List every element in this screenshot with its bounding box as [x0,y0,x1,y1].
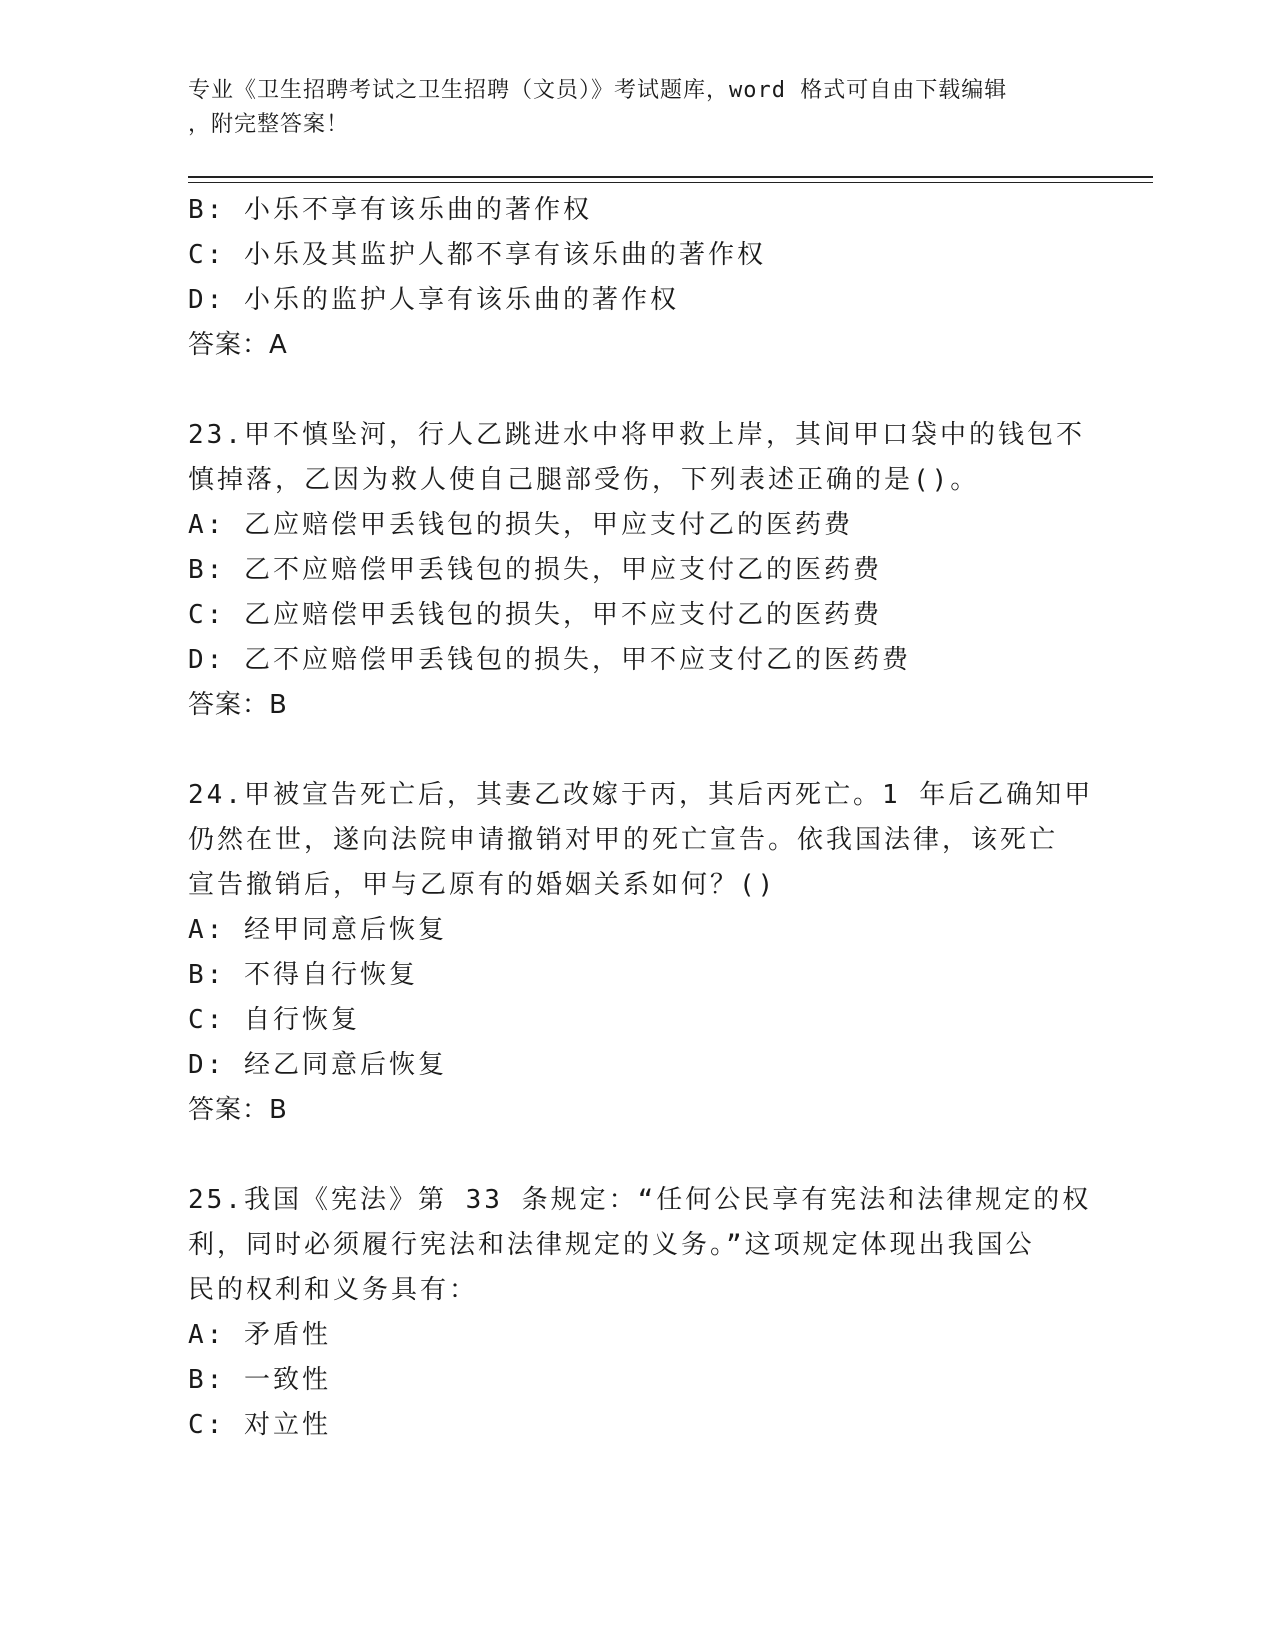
q24-stem-line-2: 仍然在世，遂向法院申请撤销对甲的死亡宣告。依我国法律，该死亡 [188,825,1059,855]
spacer [188,728,1088,773]
q24-answer: 答案：B [188,1095,288,1125]
q23-answer: 答案：B [188,690,288,720]
document-header [188,74,1088,142]
q22-option-c: C: 小乐及其监护人都不享有该乐曲的著作权 [188,240,766,270]
q25-option-b: B: 一致性 [188,1365,331,1395]
q24-stem-line-1: 24.甲被宣告死亡后，其妻乙改嫁于丙，其后丙死亡。1 年后乙确知甲 [188,780,1094,810]
q23-option-c: C: 乙应赔偿甲丢钱包的损失，甲不应支付乙的医药费 [188,600,882,630]
q23-option-a: A: 乙应赔偿甲丢钱包的损失，甲应支付乙的医药费 [188,510,853,540]
question-content [188,188,1094,1448]
q25-option-c: C: 对立性 [188,1410,331,1440]
q24-stem-line-3: 宣告撤销后，甲与乙原有的婚姻关系如何？() [188,870,777,900]
q25-stem-line-1: 25.我国《宪法》第 33 条规定：“任何公民享有宪法和法律规定的权 [188,1185,1092,1215]
q25-stem-line-3: 民的权利和义务具有： [188,1275,479,1305]
header-line-2: ，附完整答案！ [188,112,350,137]
header-line-1: 专业《卫生招聘考试之卫生招聘（文员）》考试题库，word 格式可自由下载编辑 [188,78,1008,103]
q22-option-b: B: 小乐不享有该乐曲的著作权 [188,195,592,225]
q23-option-b: B: 乙不应赔偿甲丢钱包的损失，甲应支付乙的医药费 [188,555,882,585]
q25-option-a: A: 矛盾性 [188,1320,331,1350]
spacer [188,368,1088,413]
q23-option-d: D: 乙不应赔偿甲丢钱包的损失，甲不应支付乙的医药费 [188,645,911,675]
spacer [188,1133,1088,1178]
q22-option-d: D: 小乐的监护人享有该乐曲的著作权 [188,285,679,315]
q24-option-c: C: 自行恢复 [188,1005,360,1035]
q24-option-a: A: 经甲同意后恢复 [188,915,447,945]
q23-stem-line-1: 23.甲不慎坠河，行人乙跳进水中将甲救上岸，其间甲口袋中的钱包不 [188,420,1085,450]
header-rule-thick [188,176,1153,178]
header-rule-thin [188,182,1153,183]
q23-stem-line-2: 慎掉落，乙因为救人使自己腿部受伤，下列表述正确的是()。 [188,465,980,495]
q22-answer: 答案：A [188,330,288,360]
q24-option-d: D: 经乙同意后恢复 [188,1050,447,1080]
q25-stem-line-2: 利，同时必须履行宪法和法律规定的义务。”这项规定体现出我国公 [188,1230,1035,1260]
q24-option-b: B: 不得自行恢复 [188,960,418,990]
